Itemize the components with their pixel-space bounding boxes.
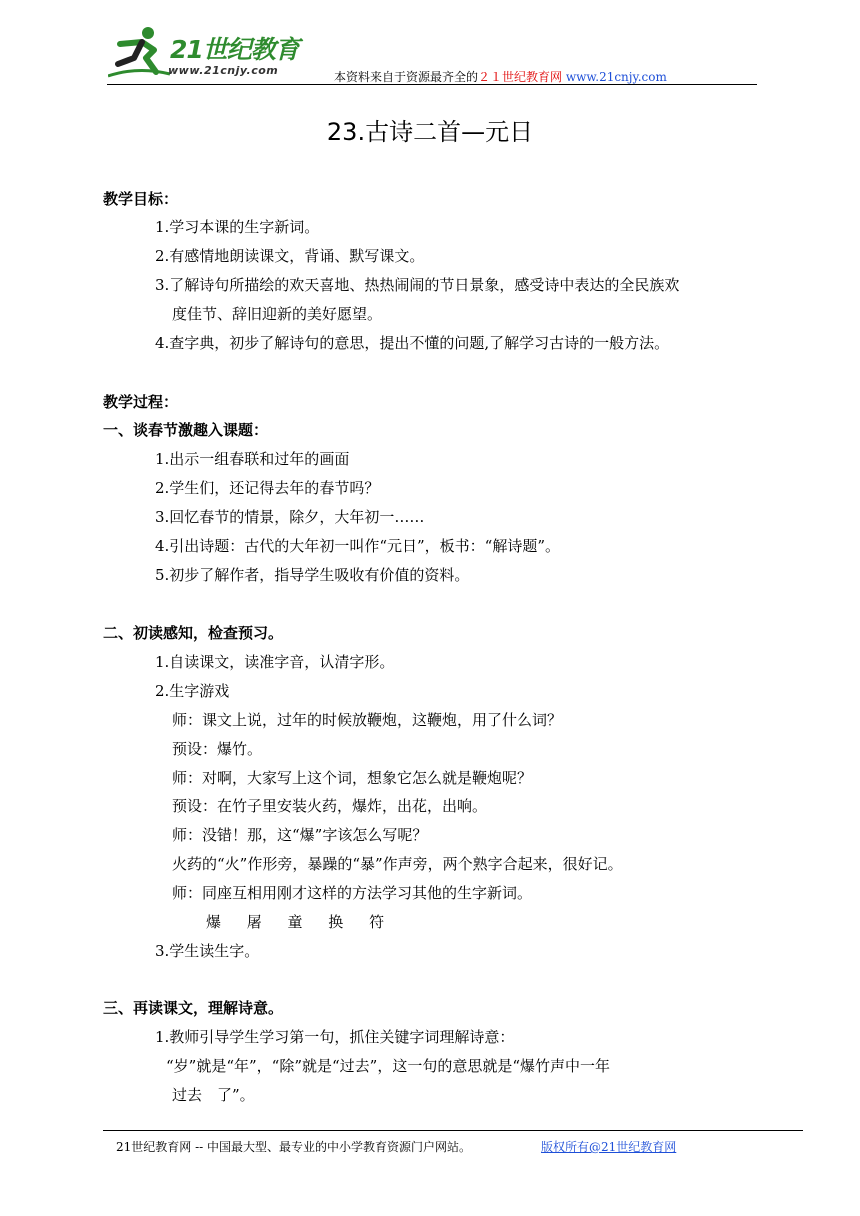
goal-item: 2.有感情地朗读课文，背诵、默写课文。: [155, 247, 425, 265]
goal-item: 4.查字典，初步了解诗句的意思，提出不懂的问题,了解学习古诗的一般方法。: [155, 334, 670, 352]
part1-item: 3.回忆春节的情景，除夕，大年初一……: [155, 508, 425, 526]
dialogue-line: 预设：在竹子里安装火药，爆炸，出花，出响。: [172, 797, 488, 815]
goal-item: 1.学习本课的生字新词。: [155, 218, 320, 236]
dialogue-line: 师：对啊，大家写上这个词，想象它怎么就是鞭炮呢？: [172, 769, 533, 787]
part1-item: 1.出示一组春联和过年的画面: [155, 450, 350, 468]
source-site-link[interactable]: ２１世纪教育网: [478, 70, 563, 84]
part2-item: 2.生字游戏: [155, 682, 230, 700]
logo-text: 21世纪教育: [170, 35, 299, 64]
part3-explanation-continued: 过去 了”。: [172, 1086, 255, 1104]
part3-item: 1.教师引导学生学习第一句，抓住关键字词理解诗意：: [155, 1028, 515, 1046]
source-url-link[interactable]: www.21cnjy.com: [565, 70, 667, 84]
part1-heading: 一、谈春节激趣入课题：: [103, 421, 269, 439]
page-title: 23.古诗二首—元日: [326, 118, 534, 146]
runner-logo-icon: [108, 24, 174, 82]
logo-url: www.21cnjy.com: [168, 64, 279, 77]
goals-heading: 教学目标：: [103, 190, 179, 208]
site-logo: [108, 24, 308, 84]
dialogue-line: 师：同座互相用刚才这样的方法学习其他的生字新词。: [172, 884, 533, 902]
part2-item: 1.自读课文，读准字音，认清字形。: [155, 653, 395, 671]
footer-copyright-link[interactable]: 版权所有@21世纪教育网: [541, 1140, 677, 1154]
part1-item: 4.引出诗题：古代的大年初一叫作“元日”，板书：“解诗题”。: [155, 537, 560, 555]
dialogue-line: 火药的“火”作形旁，暴躁的“暴”作声旁，两个熟字合起来，很好记。: [172, 855, 623, 873]
footer-text: 21世纪教育网 -- 中国最大型、最专业的中小学教育资源门户网站。: [116, 1140, 472, 1154]
part1-item: 2.学生们，还记得去年的春节吗？: [155, 479, 380, 497]
dialogue-line: 师：没错！那，这“爆”字该怎么写呢？: [172, 826, 428, 844]
part3-heading: 三、再读课文，理解诗意。: [103, 999, 284, 1017]
dialogue-line: 师：课文上说，过年的时候放鞭炮，这鞭炮，用了什么词？: [172, 711, 563, 729]
part1-item: 5.初步了解作者，指导学生吸收有价值的资料。: [155, 566, 470, 584]
part2-item: 3.学生读生字。: [155, 942, 260, 960]
process-heading: 教学过程：: [103, 393, 179, 411]
header-divider: [107, 84, 757, 85]
header-source-line: [334, 68, 667, 85]
source-prefix: 本资料来自于资源最齐全的: [334, 70, 479, 84]
goal-item-continued: 度佳节、辞旧迎新的美好愿望。: [172, 305, 383, 323]
dialogue-line: 预设：爆竹。: [172, 740, 263, 758]
part2-heading: 二、初读感知，检查预习。: [103, 624, 284, 642]
new-characters-list: 爆 屠 童 换 符: [206, 913, 387, 931]
goal-item: 3.了解诗句所描绘的欢天喜地、热热闹闹的节日景象，感受诗中表达的全民族欢: [155, 276, 680, 294]
part3-explanation: “岁”就是“年”，“除”就是“过去”，这一句的意思就是“爆竹声中一年: [166, 1057, 611, 1075]
footer-divider: [103, 1130, 803, 1131]
